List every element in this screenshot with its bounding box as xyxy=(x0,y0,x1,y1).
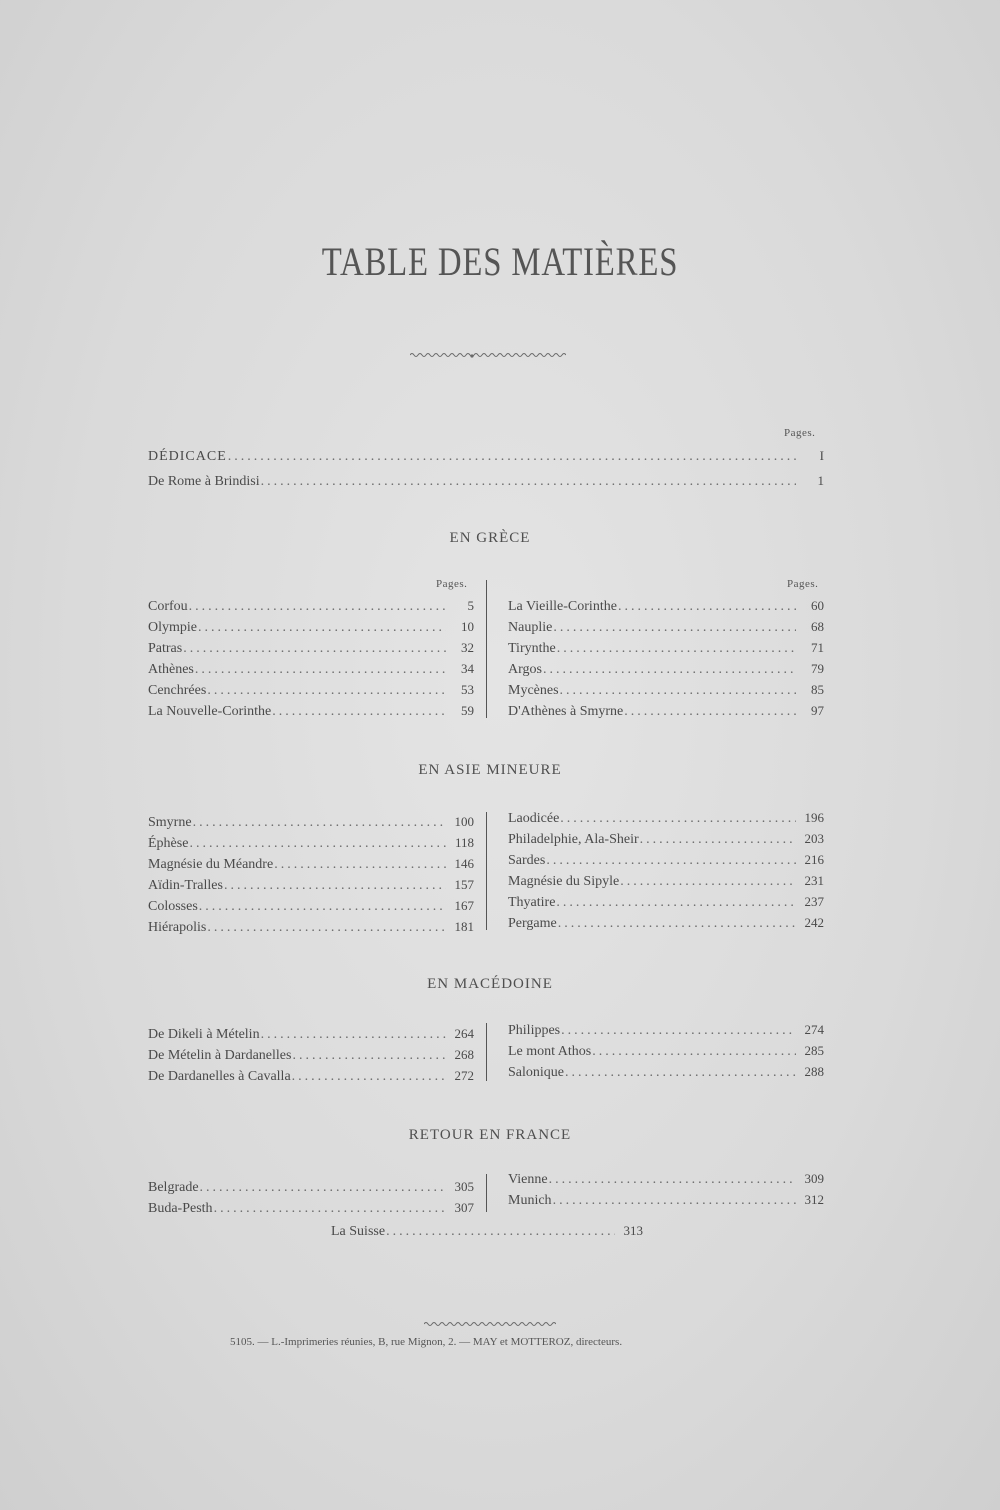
leader-dots xyxy=(560,1022,796,1040)
toc-entry-page: 242 xyxy=(804,915,824,930)
toc-entry-label: De Mételin à Dardanelles xyxy=(148,1048,292,1063)
toc-entry-page: 264 xyxy=(454,1026,474,1041)
toc-entry[interactable] xyxy=(508,1063,824,1082)
toc-entry[interactable] xyxy=(508,809,824,828)
toc-entry[interactable] xyxy=(148,1178,474,1197)
pages-label-front: Pages. xyxy=(784,427,816,439)
toc-entry-page: 10 xyxy=(461,619,474,634)
toc-entry[interactable] xyxy=(148,1199,474,1218)
leader-dots xyxy=(552,1192,796,1210)
toc-entry-page: 216 xyxy=(804,852,824,867)
toc-entry[interactable] xyxy=(508,660,824,679)
section-heading-macedoine: EN MACÉDOINE xyxy=(427,976,553,992)
toc-entry-label: Corfou xyxy=(148,599,188,614)
toc-entry-label: Éphèse xyxy=(148,836,189,851)
toc-entry[interactable] xyxy=(148,660,474,679)
leader-dots xyxy=(559,682,796,700)
toc-entry-label: Aïdin-Tralles xyxy=(148,878,223,893)
leader-dots xyxy=(559,810,796,828)
pages-label-left: Pages. xyxy=(436,578,468,590)
toc-entry-page: 203 xyxy=(804,831,824,846)
leader-dots xyxy=(227,448,796,466)
leader-dots xyxy=(591,1043,796,1061)
toc-entry-page: 312 xyxy=(804,1192,824,1207)
leader-dots xyxy=(548,1171,796,1189)
leader-dots xyxy=(623,703,796,721)
toc-entry-label: Buda-Pesth xyxy=(148,1201,213,1216)
toc-entry-page: 309 xyxy=(804,1171,824,1186)
toc-entry-label: Salonique xyxy=(508,1065,564,1080)
toc-entry-page: 272 xyxy=(454,1068,474,1083)
toc-entry[interactable] xyxy=(148,1067,474,1086)
toc-entry-label: De Rome à Brindisi xyxy=(148,474,260,489)
toc-entry-label: De Dikeli à Mételin xyxy=(148,1027,260,1042)
toc-entry-page: 79 xyxy=(811,661,824,676)
toc-entry-page: 71 xyxy=(811,640,824,655)
toc-entry-label: D'Athènes à Smyrne xyxy=(508,704,624,719)
leader-dots xyxy=(188,835,446,853)
leader-dots xyxy=(564,1064,796,1082)
toc-entry-label: Laodicée xyxy=(508,811,560,826)
toc-entry-label: Athènes xyxy=(148,662,194,677)
toc-entry-page: 5 xyxy=(467,598,474,613)
toc-entry-label: Tirynthe xyxy=(508,641,556,656)
toc-entry-dedicace[interactable] xyxy=(148,447,824,466)
section-heading-grece: EN GRÈCE xyxy=(449,530,531,546)
section-heading-asie-mineure: EN ASIE MINEURE xyxy=(418,762,562,778)
leader-dots xyxy=(291,1068,446,1086)
toc-entry-label: Magnésie du Méandre xyxy=(148,857,274,872)
toc-entry-page: 196 xyxy=(804,810,824,825)
leader-dots xyxy=(271,703,446,721)
toc-entry[interactable] xyxy=(508,1021,824,1040)
toc-entry-page: 53 xyxy=(461,682,474,697)
leader-dots xyxy=(206,682,446,700)
toc-entry[interactable] xyxy=(508,639,824,658)
toc-entry-page: 285 xyxy=(804,1043,824,1058)
toc-entry-page: 231 xyxy=(804,873,824,888)
toc-entry-label: Colosses xyxy=(148,899,198,914)
toc-entry[interactable] xyxy=(508,702,824,721)
toc-entry-page: 85 xyxy=(811,682,824,697)
toc-entry[interactable] xyxy=(508,851,824,870)
wave-ornament-bottom xyxy=(424,1319,556,1329)
toc-entry[interactable] xyxy=(508,681,824,700)
toc-entry[interactable] xyxy=(508,597,824,616)
toc-entry[interactable] xyxy=(148,918,474,937)
toc-entry-page: 118 xyxy=(454,835,474,850)
toc-entry-label: Hiérapolis xyxy=(148,920,207,935)
toc-entry-page: 157 xyxy=(454,877,474,892)
toc-entry[interactable] xyxy=(148,855,474,874)
leader-dots xyxy=(545,852,796,870)
toc-entry-label: Argos xyxy=(508,662,542,677)
toc-entry-page: 59 xyxy=(461,703,474,718)
toc-entry[interactable] xyxy=(148,618,474,637)
toc-entry-label: DÉDICACE xyxy=(148,449,227,464)
leader-dots xyxy=(557,915,796,933)
toc-entry-page: 100 xyxy=(454,814,474,829)
toc-entry-page: 60 xyxy=(811,598,824,613)
toc-entry-page: 305 xyxy=(454,1179,474,1194)
toc-entry[interactable] xyxy=(148,639,474,658)
toc-entry-page: 268 xyxy=(454,1047,474,1062)
printer-imprint: 5105. — L.-Imprimeries réunies, B, rue Mignon, 2. — MAY et MOTTEROZ, directeurs. xyxy=(230,1336,623,1348)
toc-entry[interactable] xyxy=(148,897,474,916)
toc-entry[interactable] xyxy=(148,834,474,853)
toc-entry-label: Mycènes xyxy=(508,683,559,698)
column-divider xyxy=(486,1174,487,1212)
toc-entry[interactable] xyxy=(508,618,824,637)
toc-entry-label: Le mont Athos xyxy=(508,1044,592,1059)
toc-entry-rome-brindisi[interactable] xyxy=(148,472,824,491)
toc-entry-label: La Vieille-Corinthe xyxy=(508,599,617,614)
toc-entry-label: Thyatire xyxy=(508,895,556,910)
toc-entry-label: Magnésie du Sipyle xyxy=(508,874,620,889)
leader-dots xyxy=(260,473,796,491)
leader-dots xyxy=(556,640,796,658)
toc-entry[interactable] xyxy=(148,1025,474,1044)
toc-entry[interactable] xyxy=(148,813,474,832)
toc-entry-centered[interactable] xyxy=(331,1222,643,1241)
leader-dots xyxy=(194,661,446,679)
toc-entry-page: 146 xyxy=(454,856,474,871)
toc-entry-label: Pergame xyxy=(508,916,557,931)
toc-entry-page: 32 xyxy=(461,640,474,655)
wave-ornament-top xyxy=(410,348,566,362)
toc-entry-label: Belgrade xyxy=(148,1180,199,1195)
toc-entry[interactable] xyxy=(508,872,824,891)
leader-dots xyxy=(291,1047,446,1065)
toc-entry[interactable] xyxy=(508,830,824,849)
toc-entry-label: Smyrne xyxy=(148,815,192,830)
leader-dots xyxy=(639,831,796,849)
toc-entry-label: Sardes xyxy=(508,853,546,868)
toc-entry-label: La Nouvelle-Corinthe xyxy=(148,704,272,719)
leader-dots xyxy=(188,598,446,616)
toc-entry[interactable] xyxy=(148,702,474,721)
toc-entry-page: 288 xyxy=(804,1064,824,1079)
toc-entry[interactable] xyxy=(148,681,474,700)
leader-dots xyxy=(223,877,446,895)
toc-entry-label: Philippes xyxy=(508,1023,561,1038)
toc-entry-label: La Suisse xyxy=(331,1224,386,1239)
toc-entry-page: 307 xyxy=(454,1200,474,1215)
toc-entry[interactable] xyxy=(508,1042,824,1061)
page-title: TABLE DES MATIÈRES xyxy=(321,239,679,284)
toc-entry-page: 68 xyxy=(811,619,824,634)
toc-entry-page: 97 xyxy=(811,703,824,718)
toc-entry-label: Philadelphie, Ala-Sheir xyxy=(508,832,639,847)
leader-dots xyxy=(619,873,796,891)
column-divider xyxy=(486,812,487,930)
toc-entry-label: Patras xyxy=(148,641,183,656)
toc-entry[interactable] xyxy=(508,914,824,933)
toc-entry-label: Vienne xyxy=(508,1172,548,1187)
column-divider xyxy=(486,580,487,718)
toc-entry-page: 237 xyxy=(804,894,824,909)
toc-entry-page: 34 xyxy=(461,661,474,676)
leader-dots xyxy=(555,894,796,912)
leader-dots xyxy=(385,1223,615,1241)
leader-dots xyxy=(273,856,446,874)
toc-entry[interactable] xyxy=(148,1046,474,1065)
toc-entry[interactable] xyxy=(148,597,474,616)
section-heading-retour-en-france: RETOUR EN FRANCE xyxy=(408,1127,572,1143)
toc-entry-label: Olympie xyxy=(148,620,197,635)
toc-entry-page: 181 xyxy=(454,919,474,934)
leader-dots xyxy=(206,919,446,937)
leader-dots xyxy=(213,1200,446,1218)
toc-entry[interactable] xyxy=(148,876,474,895)
toc-entry-page: 274 xyxy=(804,1022,824,1037)
toc-entry-page: I xyxy=(819,448,824,463)
leader-dots xyxy=(260,1026,446,1044)
toc-entry-label: Cenchrées xyxy=(148,683,207,698)
column-divider xyxy=(486,1023,487,1081)
leader-dots xyxy=(197,619,446,637)
leader-dots xyxy=(182,640,446,658)
leader-dots xyxy=(198,898,446,916)
toc-entry[interactable] xyxy=(508,1170,824,1189)
pages-label-right: Pages. xyxy=(787,578,819,590)
toc-entry-page: 313 xyxy=(623,1223,643,1238)
toc-entry-page: 1 xyxy=(817,473,824,488)
leader-dots xyxy=(542,661,796,679)
leader-dots xyxy=(617,598,796,616)
toc-entry[interactable] xyxy=(508,1191,824,1210)
toc-entry[interactable] xyxy=(508,893,824,912)
toc-entry-label: De Dardanelles à Cavalla xyxy=(148,1069,291,1084)
leader-dots xyxy=(552,619,796,637)
toc-entry-label: Munich xyxy=(508,1193,552,1208)
leader-dots xyxy=(199,1179,446,1197)
leader-dots xyxy=(192,814,446,832)
toc-entry-label: Nauplie xyxy=(508,620,553,635)
toc-entry-page: 167 xyxy=(454,898,474,913)
